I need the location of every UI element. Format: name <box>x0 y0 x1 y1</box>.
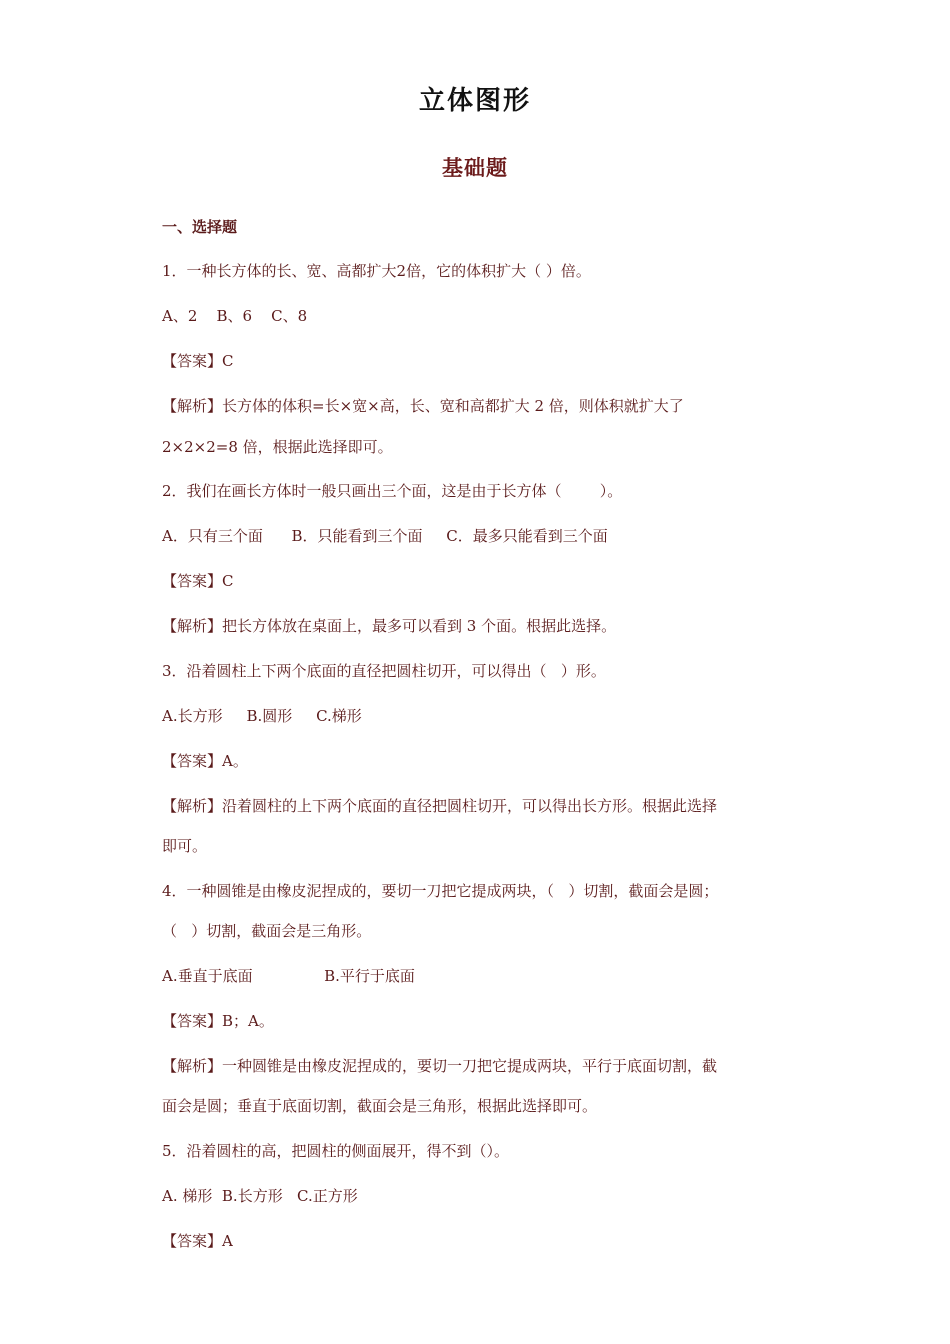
question-4-answer: 【答案】B；A。 <box>162 1012 274 1030</box>
question-3-analysis-cont: 即可。 <box>162 837 208 855</box>
question-5: 5．沿着圆柱的高，把圆柱的侧面展开，得不到（）。 <box>162 1142 510 1160</box>
question-4-analysis: 【解析】一种圆锥是由橡皮泥捏成的，要切一刀把它提成两块，平行于底面切割，截 <box>162 1057 718 1075</box>
question-3-options: A.长方形 B.圆形 C.梯形 <box>162 707 362 725</box>
section-subtitle: 基础题 <box>442 155 508 180</box>
question-1-analysis: 【解析】长方体的体积=长×宽×高，长、宽和高都扩大 2 倍，则体积就扩大了 <box>162 397 684 415</box>
question-2-answer: 【答案】C <box>162 572 234 590</box>
page-title: 立体图形 <box>418 86 531 116</box>
question-3: 3．沿着圆柱上下两个底面的直径把圆柱切开，可以得出（ ）形。 <box>162 662 606 680</box>
question-1: 1．一种长方体的长、宽、高都扩大2倍，它的体积扩大（ ）倍。 <box>162 262 591 280</box>
question-5-answer: 【答案】A <box>162 1232 233 1250</box>
question-1-options: A、2 B、6 C、8 <box>162 307 308 325</box>
question-1-answer: 【答案】C <box>162 352 234 370</box>
question-3-answer: 【答案】A。 <box>162 752 248 770</box>
question-5-options: A. 梯形 B.长方形 C.正方形 <box>162 1187 358 1205</box>
question-2: 2．我们在画长方体时一般只画出三个面，这是由于长方体（ ）。 <box>162 482 623 500</box>
question-4-analysis-cont: 面会是圆；垂直于底面切割，截面会是三角形，根据此选择即可。 <box>162 1097 598 1115</box>
question-4-options: A.垂直于底面 B.平行于底面 <box>162 967 415 985</box>
question-4: 4．一种圆锥是由橡皮泥捏成的，要切一刀把它提成两块，（ ）切割，截面会是圆； <box>162 882 719 900</box>
question-1-analysis-cont: 2×2×2=8 倍，根据此选择即可。 <box>162 438 393 456</box>
question-2-options: A．只有三个面 B．只能看到三个面 C．最多只能看到三个面 <box>162 527 608 545</box>
section-heading: 一、选择题 <box>162 218 238 236</box>
question-3-analysis: 【解析】沿着圆柱的上下两个底面的直径把圆柱切开，可以得出长方形。根据此选择 <box>162 797 718 815</box>
question-2-analysis: 【解析】把长方体放在桌面上，最多可以看到 3 个面。根据此选择。 <box>162 617 617 635</box>
question-4-cont: （ ）切割，截面会是三角形。 <box>162 922 372 940</box>
